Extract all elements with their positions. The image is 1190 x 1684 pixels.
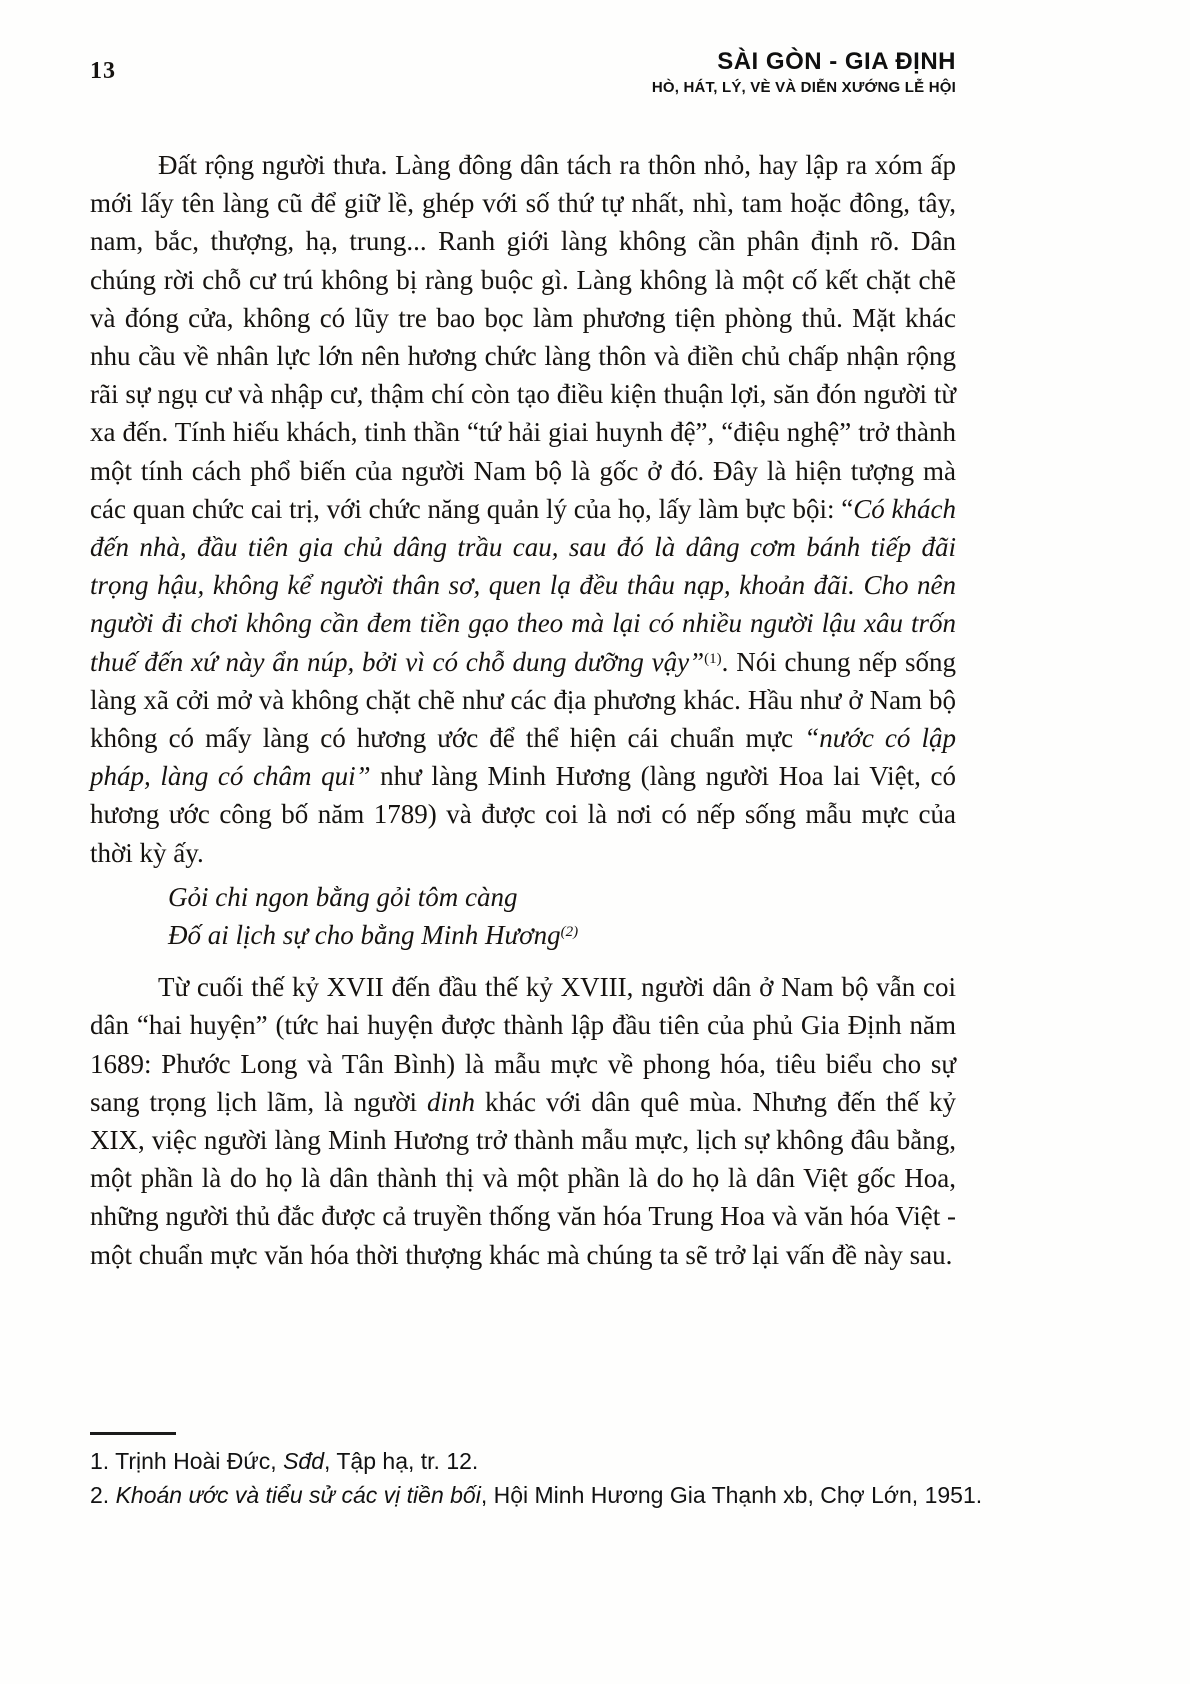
verse-line-2 [168, 916, 956, 954]
page-header [90, 48, 956, 96]
running-title [652, 48, 956, 96]
footnote-item-1 [90, 1444, 1110, 1478]
text-run: . Nói chung nếp sống làng xã cởi mở và không chặt chẽ như các địa phương khác. Hầu như ở Nam bộ không có mấy làng có hương ước để thể hiện cái chuẩn mực [90, 646, 956, 754]
verse-line-text: Đố ai lịch sự cho bằng Minh Hương [168, 920, 561, 951]
page-number: 13 [90, 58, 116, 84]
footnote-text: , Hội Minh Hương Gia Thạnh xb, Chợ Lớn, 1951. [480, 1482, 983, 1508]
paragraph-2 [90, 968, 956, 1274]
footnotes-section [90, 1432, 1110, 1512]
book-subtitle: HÒ, HÁT, LÝ, VÈ VÀ DIỄN XƯỚNG LỄ HỘI [651, 78, 956, 96]
footnote-text: 1. Trịnh Hoài Đức, [90, 1448, 284, 1474]
text-run: Từ cuối thế kỷ XVII đến đầu thế kỷ XVIII, người dân ở Nam bộ vẫn coi dân “hai huyện” (tức hai huyện được thành lập đầu tiên của phủ Gia Định năm 1689: Phước Long và Tân Bình) là mẫu mực về phong hóa, tiêu biểu cho sự sang trọng lịch lãm, là người [90, 972, 956, 1117]
text-run: như làng Minh Hương (làng người Hoa lai Việt, có hương ước công bố năm 1789) và được coi là nơi có nếp sống mẫu mực của thời kỳ ấy. [90, 761, 956, 868]
page-body [90, 146, 956, 1274]
footnote-ref-1: (1) [704, 650, 722, 667]
quoted-phrase-run: “nước có lập pháp, làng có châm qui” [90, 723, 956, 792]
footnote-divider [90, 1432, 176, 1435]
text-run: Đất rộng người thưa. Làng đông dân tách ra thôn nhỏ, hay lập ra xóm ấp mới lấy tên làng cũ để giữ lề, ghép với số thứ tự nhất, nhì, tam hoặc đông, tây, nam, bắc, thượng, hạ, trung... Ranh giới làng không cần phân định rõ. Dân chúng rời chỗ cư trú không bị ràng buộc gì. Làng không là một cố kết chặt chẽ và đóng cửa, không có lũy tre bao bọc làm phương tiện phòng thủ. Mặt khác nhu cầu về nhân lực lớn nên hương chức làng thôn và điền chủ chấp nhận rộng rãi sự ngụ cư và nhập cư, thậm chí còn tạo điều kiện thuận lợi, săn đón người từ xa đến. Tính hiếu khách, tinh thần “tứ hải giai huynh đệ”, “điệu nghệ” trở thành một tính cách phổ biến của người Nam bộ là gốc ở đó. Đây là hiện tượng mà các quan chức cai trị, với chức năng quản lý của họ, lấy làm bực bội: “ [90, 150, 956, 524]
footnote-item-2 [90, 1478, 1110, 1512]
emphasis-run: dinh [427, 1086, 476, 1117]
footnote-ref-2: (2) [560, 924, 579, 941]
footnote-text: , Tập hạ, tr. 12. [324, 1448, 479, 1474]
book-title: SÀI GÒN - GIA ĐỊNH [717, 48, 956, 75]
footnote-text: 2. [90, 1482, 116, 1508]
verse-line-1: Gỏi chi ngon bằng gỏi tôm càng [168, 881, 518, 912]
footnote-work-title: Khoán ước và tiểu sử các vị tiền bối [115, 1482, 481, 1508]
paragraph-1 [90, 146, 956, 872]
quoted-citation-run: Có khách đến nhà, đầu tiên gia chủ dâng trầu cau, sau đó là dâng cơm bánh tiếp đãi trọng hậu, không kể người thân sơ, quen lạ đều thâu nạp, khoản đãi. Cho nên người đi chơi không cần đem tiền gạo theo mà lại có nhiều người lậu xâu trốn thuế đến xứ này ẩn núp, bởi vì có chỗ dung dưỡng vậy” [90, 493, 956, 677]
verse-block [90, 878, 956, 954]
text-run: khác với dân quê mùa. Nhưng đến thế kỷ XIX, việc người làng Minh Hương trở thành mẫu mực, lịch sự không đâu bằng, một phần là do họ là dân thành thị và một phần là do họ là dân Việt gốc Hoa, những người thủ đắc được cả truyền thống văn hóa Trung Hoa và văn hóa Việt - một chuẩn mực văn hóa thời thượng khác mà chúng ta sẽ trở lại vấn đề này sau. [90, 1086, 956, 1270]
footnote-abbrev: Sđd [283, 1448, 325, 1474]
